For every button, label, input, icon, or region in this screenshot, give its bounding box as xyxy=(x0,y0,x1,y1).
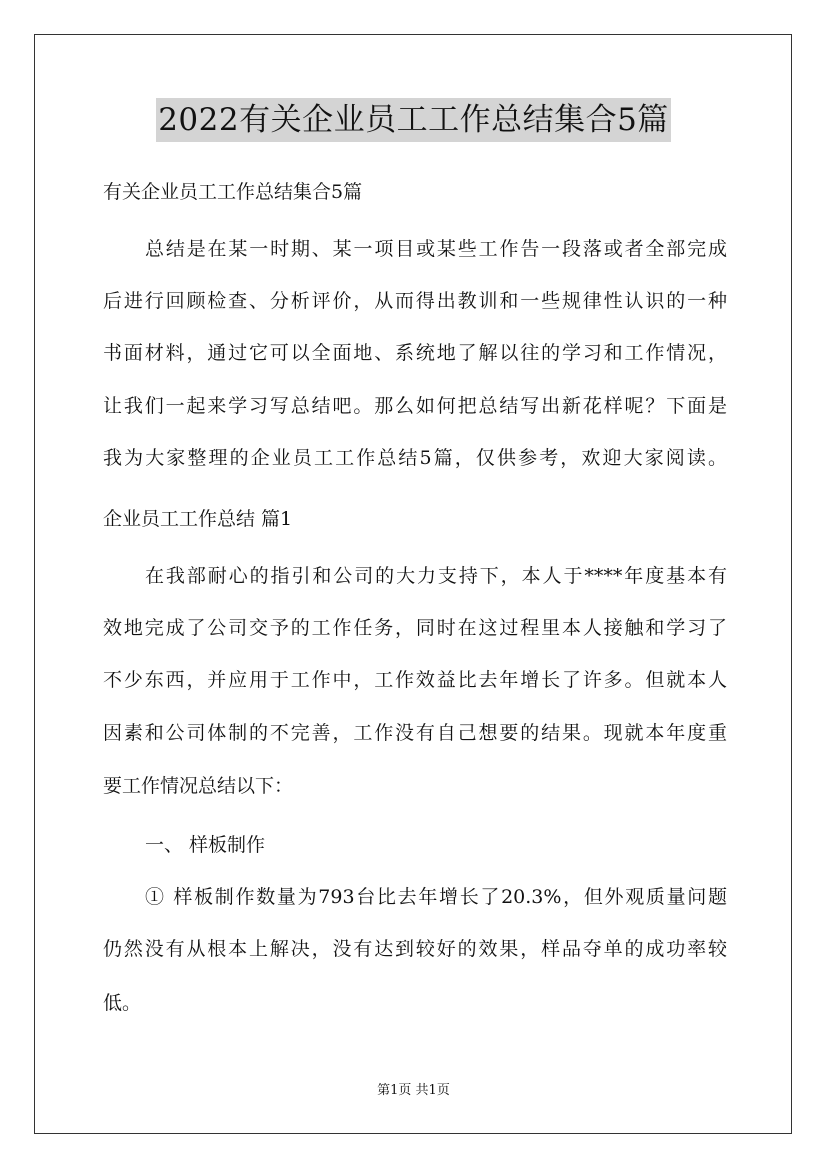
item-heading: 一、 样板制作 xyxy=(145,834,266,856)
body-line-3: 不少东西，并应用于工作中，工作效益比去年增长了许多。但就本人 xyxy=(103,669,727,691)
intro-line-1: 总结是在某一时期、某一项目或某些工作告一段落或者全部完成 xyxy=(145,238,727,260)
page-footer: 第1页 共1页 xyxy=(377,1083,450,1098)
item-line-2: 仍然没有从根本上解决，没有达到较好的效果，样品夺单的成功率较 xyxy=(103,938,727,960)
title-container xyxy=(0,98,827,142)
intro-line-3: 书面材料，通过它可以全面地、系统地了解以往的学习和工作情况， xyxy=(103,342,727,364)
intro-line-4: 让我们一起来学习写总结吧。那么如何把总结写出新花样呢？下面是 xyxy=(103,395,727,417)
body-line-2: 效地完成了公司交予的工作任务，同时在这过程里本人接触和学习了 xyxy=(103,617,727,639)
document-title: 2022有关企业员工工作总结集合5篇 xyxy=(156,98,671,142)
item-line-3: 低。 xyxy=(103,992,142,1014)
body-line-5: 要工作情况总结以下： xyxy=(103,775,294,797)
section-heading: 企业员工工作总结 篇1 xyxy=(103,508,293,530)
body-line-4: 因素和公司体制的不完善，工作没有自己想要的结果。现就本年度重 xyxy=(103,722,727,744)
document-subtitle: 有关企业员工工作总结集合5篇 xyxy=(103,181,363,203)
item-line-1: ① 样板制作数量为793台比去年增长了20.3%，但外观质量问题 xyxy=(145,886,727,908)
body-line-1: 在我部耐心的指引和公司的大力支持下，本人于****年度基本有 xyxy=(145,565,727,587)
intro-line-2: 后进行回顾检查、分析评价，从而得出教训和一些规律性认识的一种 xyxy=(103,290,727,312)
intro-line-5: 我为大家整理的企业员工工作总结5篇，仅供参考，欢迎大家阅读。 xyxy=(103,447,727,469)
